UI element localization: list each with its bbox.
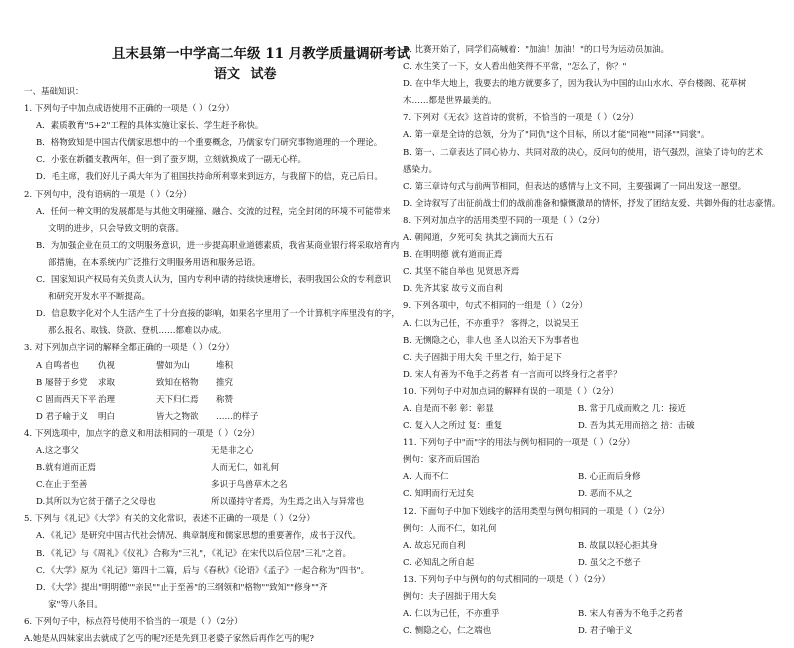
right-flow	[403, 42, 781, 640]
q7-option-a: A. 第一章是全诗的总领，分为了"同仇"这个目标，所以才能"同袍""同泽""同裳"。	[403, 130, 710, 141]
q3-option-cell: 致知在格物	[156, 377, 199, 388]
q3-option-cell: D 君子喻于义	[36, 411, 89, 422]
q4-option-cell: 无是非之心	[211, 445, 254, 456]
q7-option-b-cont: 感染力。	[403, 164, 438, 175]
q7-option-b: B. 第一、二章表达了同心协力、共同对敌的决心，反问句的使用，语气强烈，渲染了诗句的艺术	[403, 147, 764, 158]
q10-option-c: C. 复入人之所过 复：重复	[403, 421, 503, 432]
q8-option-b: B. 在明明德 就有道而正焉	[403, 250, 503, 261]
q10-option-b: B. 常于几成而败之 几：接近	[578, 403, 686, 414]
q3-option-cell: 天下归仁焉	[156, 394, 199, 405]
q8-stem: 8. 下列对加点字的活用类型不同的一项是（ ）（2分）	[403, 215, 605, 226]
q12-options	[403, 538, 781, 572]
q3-stem: 3. 对下列加点字词的解释全都正确的一项是（ ）（2分）	[24, 343, 235, 354]
q3-option-cell: 称赞	[216, 394, 234, 405]
section-heading: 一、基础知识：	[24, 87, 84, 97]
q3-option-cell: 皆大之物欲	[156, 411, 199, 422]
q2-option-c: C．国家知识产权局有关负责人认为，国内专利申请的持续快速增长，表明我国公众的专利意识	[36, 275, 392, 286]
q12-option-b: B. 故鼠以轻心拒其身	[578, 540, 658, 551]
q13-example: 例句：夫子固拙于用大矣	[403, 592, 497, 602]
q2-option-a-cont: 文明的进步，只会导致文明的衰落。	[48, 223, 185, 234]
q6-option-b: B. 比赛开始了，同学们高喊着："加油！加油！"的口号为运动员加油。	[403, 45, 669, 55]
q10-option-d: D. 吾为其无用而掊之 掊：击破	[578, 421, 695, 432]
q3-option-row	[24, 409, 402, 426]
q1-option-a: A．素质教育"5+2"工程的具体实施让家长、学生赶予称快。	[36, 121, 264, 132]
q8-option-c: C. 其坚不能自举也 见贤思齐焉	[403, 267, 520, 278]
q4-option-cell: A.这之事父	[36, 445, 79, 456]
q10-option-a: A. 自是而不彰 彰：彰显	[403, 403, 494, 414]
q3-option-cell: 明白	[98, 411, 116, 422]
q5-stem: 5. 下列与《礼记》《大学》有关的文化常识，表述不正确的一项是（ ）（2分）	[24, 514, 315, 525]
q6-option-c: C. 水生笑了一下，女人看出他笑得不平常，"怎么了，你？"	[403, 62, 627, 73]
exam-subtitle: 语文 试卷	[214, 67, 277, 82]
q4-options-grid	[24, 443, 402, 511]
q5-option-c: C．《大学》原为《礼记》第四十二篇，后与《春秋》《论语》《孟子》一起合称为"四书"。	[36, 565, 370, 576]
q6-stem: 6. 下列句子中，标点符号使用不恰当的一项是（ ）（2分）	[24, 616, 243, 627]
q4-option-row	[24, 477, 402, 494]
left-column	[24, 0, 411, 644]
q8-option-a: A. 朝闻道，夕死可矣 执其之滴而大五石	[403, 233, 554, 244]
q2-option-b: B．为加强企业在员工的文明服务意识，进一步提高职业道德素质，我省某商业银行将采取培育内	[36, 240, 400, 251]
q2-option-d-cont: 那么报名、取钱、贷款、登机……都难以办成。	[48, 326, 227, 337]
q3-option-row	[24, 358, 402, 375]
q12-example: 例句：人而不仁，如礼何	[403, 523, 497, 534]
q13-option-a: A. 仁以为己任，不亦重乎	[403, 609, 500, 620]
q6-option-a: A.她是从四妹家出去就成了乞丐的呢?还是先到卫老婆子家然后再作乞丐的呢?	[24, 634, 314, 644]
q12-option-a: A. 故忘兄而自利	[403, 540, 466, 551]
q13-option-b: B. 宋人有善为不龟手之药者	[578, 609, 684, 620]
q2-option-a: A．任何一种文明的发展都是与其他文明碰撞、融合、交流的过程，完全封闭的环境不可能带来	[36, 206, 391, 217]
q3-option-row	[24, 392, 402, 409]
q11-option-a: A. 人而不仁	[403, 472, 449, 483]
q4-option-row	[24, 494, 402, 511]
q3-option-cell	[278, 409, 368, 426]
left-flow	[24, 84, 402, 648]
q4-option-cell: B.就有道而正焉	[36, 463, 96, 474]
exam-title: 且末县第一中学高二年级 11 月教学质量调研考试	[112, 46, 411, 62]
q4-option-row	[24, 443, 402, 460]
q4-option-cell: 多识于鸟兽草木之名	[211, 480, 288, 491]
q3-option-cell	[278, 375, 368, 392]
q3-option-cell: C 固而西天下平	[36, 394, 97, 405]
q3-option-cell	[278, 392, 368, 409]
q3-option-cell: ……的样子	[216, 411, 259, 422]
q3-option-row	[24, 375, 402, 392]
q3-option-cell: 譬如为山	[156, 360, 191, 371]
q13-stem: 13. 下列句子中与例句的句式相同的一项是（ ）（2分）	[403, 574, 611, 585]
q9-stem: 9. 下列各项中，句式不相同的一组是（ ）（2分）	[403, 301, 588, 312]
q3-option-cell: 求取	[98, 377, 116, 388]
q3-option-cell: 治理	[98, 394, 116, 405]
right-column	[403, 0, 781, 637]
q5-option-d-cont: 家"等八条目。	[48, 599, 103, 610]
q11-option-b: B. 心正而后身修	[578, 472, 641, 483]
q11-example: 例句：家齐而后国治	[403, 455, 480, 466]
q13-option-c: C. 恻隐之心，仁之端也	[403, 626, 492, 637]
q6-option-d-cont: 木……都是世界最美的。	[403, 96, 497, 107]
q4-stem: 4. 下列选项中，加点字的意义和用法相同的一项是（ ）（2分）	[24, 428, 260, 439]
q3-option-cell: A 自鸣者也	[36, 360, 79, 371]
q13-option-d: D. 君子喻于义	[578, 626, 633, 637]
q11-stem: 11. 下列句子中"而"字的用法与例句相同的一项是（ ）（2分）	[403, 438, 635, 449]
q7-option-c: C. 第三章诗句式与前两节相同，但表达的感情与上文不同，主要强调了一同出发这一愿望。	[403, 181, 747, 192]
q5-option-d: D．《大学》提出"明明德""亲民""止于至善"的三纲领和"格物""致知""修身""齐	[36, 582, 328, 593]
q13-options	[403, 606, 781, 640]
q2-option-d: D．信息数字化对个人生活产生了十分直接的影响，如果名字里用了一个计算机字库里没有的字，	[36, 309, 400, 320]
q1-option-c: C．小张在新疆支教两年，但一到了蚕歹期，立刻就换成了一副无心样。	[36, 155, 307, 166]
q4-option-cell: C.在止于至善	[36, 480, 88, 491]
q10-stem: 10. 下列句子中对加点词的解释有误的一项是（ ）（2分）	[403, 386, 619, 397]
q3-option-cell: 堆积	[216, 360, 234, 371]
q3-option-cell: 仇视	[98, 360, 116, 371]
q3-option-cell: 推究	[216, 377, 234, 388]
q6-option-d: D. 在中华大地上，我要去的地方就要多了，因为我认为中国的山山水水、亭台楼阁、花草树	[403, 79, 747, 90]
q4-option-cell: 所以谨持守者焉，为生焉之出入与异常也	[211, 497, 365, 508]
q3-options-grid	[24, 358, 402, 426]
q3-option-cell: B 屡替于乡党	[36, 377, 88, 388]
q4-option-row	[24, 460, 402, 477]
q1-stem: 1. 下列句子中加点成语使用不正确的一项是（ ）（2分）	[24, 104, 235, 115]
q4-option-cell: 人而无仁，如礼何	[211, 463, 280, 474]
q1-option-b: B．格物致知是中国古代儒家思想中的一个重要概念，乃儒家专门研究事物道理的一个理论。	[36, 138, 383, 149]
q5-option-b: B．《礼记》与《周礼》《仪礼》合称为"三礼"，《礼记》在宋代以后位居"三礼"之首。	[36, 548, 352, 559]
q5-option-a: A．《礼记》是研究中国古代社会情况、典章制度和儒家思想的重要著作，成书于汉代。	[36, 531, 361, 542]
q9-option-b: B. 无恻隐之心，非人也 圣人以治天下为事者也	[403, 335, 579, 346]
q3-option-cell	[278, 358, 368, 375]
q7-stem: 7. 下列对《无衣》这首诗的赏析，不恰当的一项是（ ）（2分）	[403, 113, 639, 124]
q9-option-a: A. 仁以为己任，不亦重乎？ 客得之，以说吴王	[403, 318, 579, 329]
q12-option-d: D. 虽父之不慈子	[578, 557, 641, 568]
q9-option-c: C. 夫子固拙于用大矣 千里之行，始于足下	[403, 352, 562, 363]
q4-option-cell: D.其所以为它贫于孺子之父母也	[36, 497, 156, 508]
q2-stem: 2. 下列句中，没有语病的一项是（ ）（2分）	[24, 189, 192, 200]
q7-option-d: D. 全诗叙写了出征前战士们的战前准备和慷慨激昂的情怀，抒发了团结友爱、共御外侮的壮志豪情。	[403, 198, 781, 209]
q2-option-c-cont: 和研究开发水平不断提高。	[48, 292, 151, 303]
q8-option-d: D. 先齐其家 故亏义而自利	[403, 284, 503, 295]
q12-stem: 12. 下面句子中加下划线字的活用类型与例句相同的一项是（ ）（2分）	[403, 506, 670, 517]
q11-option-d: D. 恶而不从之	[578, 489, 633, 500]
q1-option-d: D．毛主席，我们好儿子禹大年为了祖国扶持命所利辜来到远方，与我留下的信，克己后日。	[36, 172, 383, 183]
q10-options	[403, 401, 781, 435]
q2-option-b-cont: 部措施，在本系统内广泛推行文明服务用语和服务忌语。	[48, 257, 261, 268]
q12-option-c: C. 必知乱之所自起	[403, 557, 475, 568]
q11-option-c: C. 知明而行无过矣	[403, 489, 475, 500]
q9-option-d: D. 宋人有善为不龟手之药者 有一言而可以终身行之者乎？	[403, 369, 622, 380]
q11-options	[403, 469, 781, 503]
